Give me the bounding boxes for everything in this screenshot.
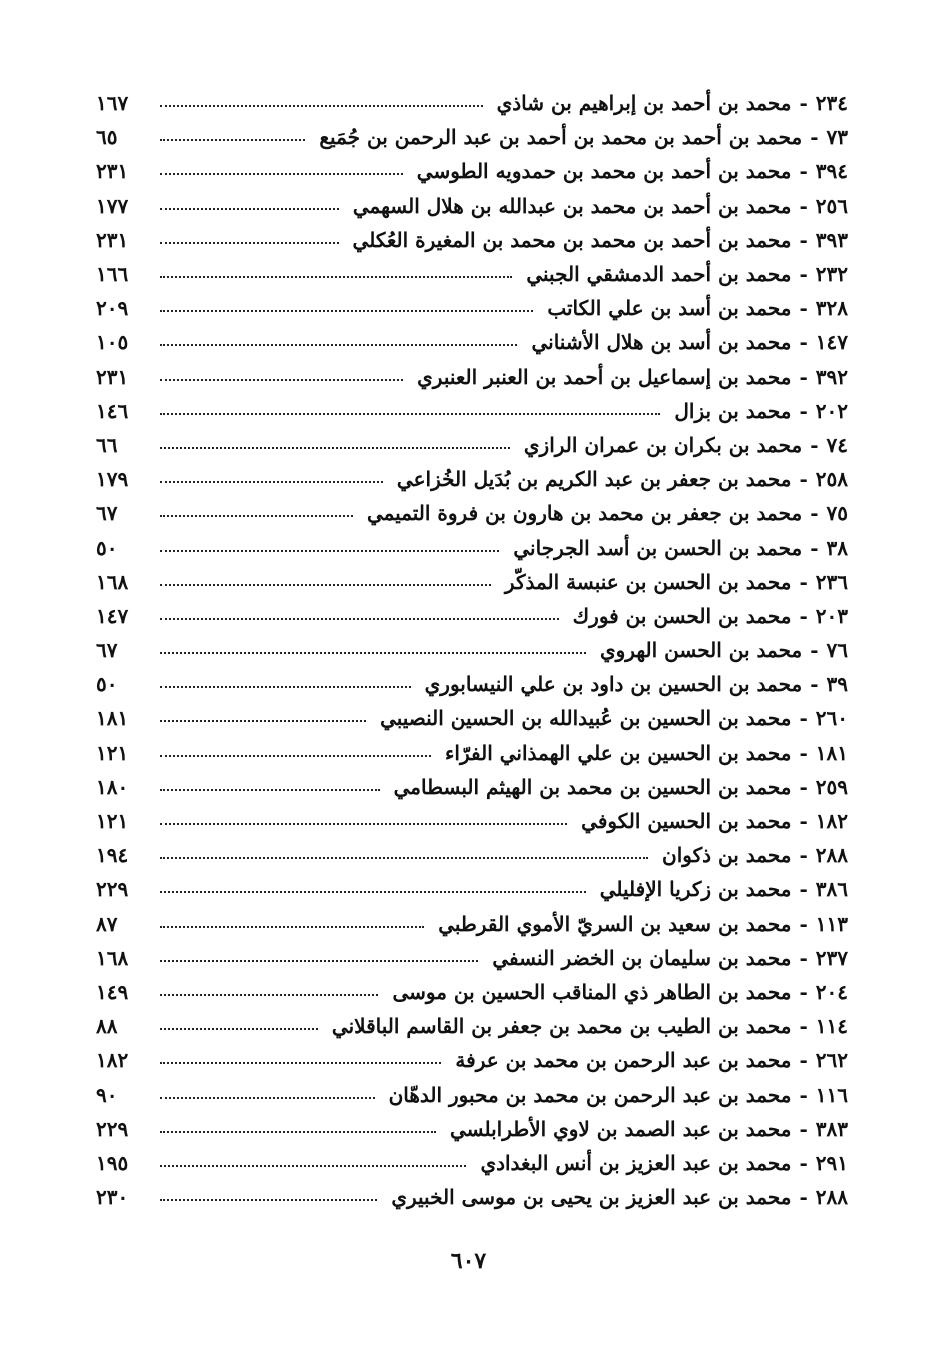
entry-name: محمد بن الحسين بن علي الهمذاني الفرّاء [445, 740, 792, 765]
entry-separator: - [799, 1185, 808, 1210]
entry-name: محمد بن الحسن بن عنبسة المذكّر [504, 569, 792, 594]
entry-separator: - [810, 638, 819, 663]
index-entry [96, 941, 848, 975]
entry-separator: - [799, 227, 808, 252]
entry-number: ٣٩٣ [815, 227, 848, 252]
entry-number: ٣٩ [826, 672, 848, 697]
dot-leader [160, 344, 517, 346]
dot-leader [160, 208, 339, 210]
entry-name: محمد بن عبد الرحمن بن محمد بن عرفة [455, 1048, 792, 1073]
entry-number: ٧٣ [826, 125, 848, 150]
entry-separator: - [799, 91, 808, 116]
dot-leader [160, 652, 586, 654]
index-entry [96, 565, 848, 599]
entry-separator: - [799, 979, 808, 1004]
dot-leader [160, 720, 366, 722]
dot-leader [160, 1062, 441, 1064]
dot-leader [160, 926, 424, 928]
entry-number: ٢٨٨ [815, 1185, 848, 1210]
dot-leader [160, 1199, 377, 1201]
index-entry [96, 701, 848, 735]
index-entry [96, 907, 848, 941]
index-entry [96, 1146, 848, 1180]
index-entry [96, 223, 848, 257]
entry-page: ١٩٤ [96, 843, 129, 868]
entry-separator: - [810, 501, 819, 526]
index-list [96, 86, 848, 1214]
index-entry [96, 1009, 848, 1043]
index-entry [96, 120, 848, 154]
index-entry [96, 770, 848, 804]
dot-leader [160, 481, 383, 483]
dot-leader [160, 686, 411, 688]
entry-number: ٢٦٠ [815, 706, 848, 731]
entry-name: محمد بن أحمد الدمشقي الجبني [526, 262, 792, 287]
entry-page: ١٠٥ [96, 330, 129, 355]
entry-name: محمد بن زكريا الإفليلي [599, 877, 792, 902]
index-entry [96, 189, 848, 223]
entry-number: ٢٦٢ [815, 1048, 848, 1073]
entry-page: ١٤٧ [96, 603, 129, 628]
entry-number: ١٤٧ [815, 330, 848, 355]
index-entry [96, 360, 848, 394]
entry-name: محمد بن ذكوان [662, 843, 792, 868]
dot-leader [160, 276, 512, 278]
index-entry [96, 428, 848, 462]
entry-page: ١٤٦ [96, 398, 129, 423]
dot-leader [160, 1028, 318, 1030]
entry-page: ١٦٦ [96, 262, 129, 287]
entry-name: محمد بن عبد العزيز بن يحيى بن موسى الخبيري [391, 1185, 792, 1210]
entry-page: ١٩٥ [96, 1150, 129, 1175]
entry-name: محمد بن الحسن بن فورك [572, 603, 792, 628]
entry-name: محمد بن الطاهر ذي المناقب الحسين بن موسى [392, 979, 792, 1004]
entry-separator: - [799, 809, 808, 834]
dot-leader [160, 413, 660, 415]
entry-page: ٦٧ [96, 501, 118, 526]
entry-name: محمد بن أحمد بن محمد بن حمدويه الطوسي [416, 159, 792, 184]
entry-number: ١١٦ [815, 1082, 848, 1107]
entry-separator: - [799, 603, 808, 628]
dot-leader [160, 105, 483, 107]
dot-leader [160, 1097, 375, 1099]
entry-name: محمد بن أسد بن علي الكاتب [547, 296, 792, 321]
entry-name: محمد بن إسماعيل بن أحمد بن العنبر العنبري [417, 364, 792, 389]
entry-number: ٢٥٨ [815, 467, 848, 492]
entry-page: ٦٧ [96, 638, 118, 663]
entry-page: ١٦٧ [96, 91, 129, 116]
index-entry [96, 154, 848, 188]
index-entry [96, 325, 848, 359]
dot-leader [160, 515, 353, 517]
entry-name: محمد بن جعفر بن محمد بن هارون بن فروة التميمي [366, 501, 803, 526]
entry-name: محمد بن الحسين بن محمد بن الهيثم البسطامي [393, 774, 792, 799]
index-entry [96, 804, 848, 838]
entry-separator: - [799, 364, 808, 389]
entry-page: ١٦٨ [96, 569, 129, 594]
entry-page: ١٨٠ [96, 774, 129, 799]
index-entry [96, 736, 848, 770]
entry-page: ٢٣١ [96, 364, 129, 389]
entry-separator: - [799, 706, 808, 731]
entry-number: ٧٥ [826, 501, 848, 526]
index-entry [96, 291, 848, 325]
entry-separator: - [799, 467, 808, 492]
entry-separator: - [799, 1116, 808, 1141]
entry-number: ٣٨٣ [815, 1116, 848, 1141]
entry-name: محمد بن أحمد بن محمد بن محمد بن المغيرة العُكلي [352, 227, 792, 252]
entry-separator: - [799, 1014, 808, 1039]
entry-number: ٣٨ [826, 535, 848, 560]
index-entry [96, 257, 848, 291]
entry-separator: - [799, 1082, 808, 1107]
entry-name: محمد بن الحسين بن عُبيدالله بن الحسين النصيبي [380, 706, 792, 731]
index-entry [96, 667, 848, 701]
entry-number: ٢٨٨ [815, 843, 848, 868]
entry-page: ٢٣١ [96, 159, 129, 184]
entry-separator: - [799, 193, 808, 218]
entry-name: محمد بن الطيب بن محمد بن جعفر بن القاسم الباقلاني [331, 1014, 792, 1039]
entry-separator: - [799, 740, 808, 765]
entry-name: محمد بن الحسين الكوفي [581, 809, 792, 834]
dot-leader [160, 310, 533, 312]
entry-separator: - [799, 398, 808, 423]
entry-separator: - [799, 1048, 808, 1073]
entry-number: ٢٠٤ [815, 979, 848, 1004]
index-entry [96, 86, 848, 120]
entry-page: ٢٠٩ [96, 296, 129, 321]
entry-page: ٨٧ [96, 911, 118, 936]
entry-page: ١٨١ [96, 706, 129, 731]
entry-separator: - [799, 159, 808, 184]
entry-separator: - [799, 1150, 808, 1175]
entry-page: ١٢١ [96, 740, 129, 765]
entry-name: محمد بن عبد الرحمن بن محمد بن محبور الدهّان [388, 1082, 792, 1107]
entry-page: ٢٣٠ [96, 1185, 129, 1210]
dot-leader [160, 242, 339, 244]
entry-name: محمد بن سعيد بن السريّ الأموي القرطبي [438, 911, 792, 936]
index-entry [96, 462, 848, 496]
dot-leader [160, 823, 567, 825]
entry-name: محمد بن عبد العزيز بن أنس البغدادي [480, 1150, 792, 1175]
entry-number: ٣٨٦ [815, 877, 848, 902]
index-entry [96, 1112, 848, 1146]
entry-number: ٢٥٩ [815, 774, 848, 799]
dot-leader [160, 1165, 466, 1167]
entry-number: ١١٤ [815, 1014, 848, 1039]
page-number: ٦٠٧ [450, 1248, 487, 1274]
entry-page: ١٨٢ [96, 1048, 129, 1073]
entry-page: ٨٨ [96, 1014, 118, 1039]
entry-number: ٢٣٢ [815, 262, 848, 287]
index-entry [96, 394, 848, 428]
entry-separator: - [799, 843, 808, 868]
entry-separator: - [810, 125, 819, 150]
entry-page: ٢٢٩ [96, 877, 129, 902]
index-entry [96, 872, 848, 906]
entry-page: ٩٠ [96, 1082, 118, 1107]
entry-page: ١٦٨ [96, 945, 129, 970]
index-entry [96, 1077, 848, 1111]
entry-number: ٢٩١ [815, 1150, 848, 1175]
entry-separator: - [810, 432, 819, 457]
entry-number: ١٨٢ [815, 809, 848, 834]
dot-leader [160, 891, 586, 893]
entry-separator: - [810, 672, 819, 697]
entry-name: محمد بن بكران بن عمران الرازي [523, 432, 803, 457]
index-entry [96, 975, 848, 1009]
entry-name: محمد بن أحمد بن محمد بن عبدالله بن هلال السهمي [352, 193, 792, 218]
dot-leader [160, 857, 648, 859]
entry-page: ١٧٩ [96, 467, 129, 492]
entry-number: ٢٠٢ [815, 398, 848, 423]
entry-separator: - [799, 330, 808, 355]
entry-number: ٧٦ [826, 638, 848, 663]
dot-leader [160, 1131, 436, 1133]
dot-leader [160, 994, 378, 996]
dot-leader [160, 173, 403, 175]
entry-name: محمد بن الحسين بن داود بن علي النيسابوري [424, 672, 803, 697]
index-entry [96, 1180, 848, 1214]
dot-leader [160, 379, 403, 381]
entry-page: ١٤٩ [96, 979, 129, 1004]
entry-name: محمد بن أسد بن هلال الأشناني [531, 330, 792, 355]
entry-separator: - [799, 877, 808, 902]
entry-separator: - [799, 774, 808, 799]
entry-name: محمد بن بزال [674, 398, 792, 423]
index-entry [96, 633, 848, 667]
dot-leader [160, 618, 559, 620]
entry-number: ٣٩٢ [815, 364, 848, 389]
entry-name: محمد بن الحسن الهروي [599, 638, 803, 663]
entry-separator: - [810, 535, 819, 560]
entry-separator: - [799, 911, 808, 936]
entry-name: محمد بن سليمان بن الخضر النسفي [492, 945, 792, 970]
index-entry [96, 838, 848, 872]
entry-name: محمد بن جعفر بن عبد الكريم بن بُدَيل الخُزاعي [396, 467, 792, 492]
entry-page: ١٧٧ [96, 193, 129, 218]
entry-number: ٢٥٦ [815, 193, 848, 218]
entry-number: ٢٣٧ [815, 945, 848, 970]
entry-page: ١٢١ [96, 809, 129, 834]
dot-leader [160, 550, 499, 552]
entry-separator: - [799, 296, 808, 321]
entry-separator: - [799, 569, 808, 594]
entry-number: ١٨١ [815, 740, 848, 765]
entry-name: محمد بن أحمد بن محمد بن أحمد بن عبد الرحمن بن جُمَيع [319, 125, 803, 150]
entry-number: ١١٣ [815, 911, 848, 936]
entry-page: ٦٦ [96, 432, 118, 457]
entry-name: محمد بن أحمد بن إبراهيم بن شاذي [496, 91, 792, 116]
dot-leader [160, 447, 510, 449]
entry-name: محمد بن الحسن بن أسد الجرجاني [513, 535, 803, 560]
index-entry [96, 530, 848, 564]
entry-number: ٢٣٦ [815, 569, 848, 594]
entry-number: ٣٩٤ [815, 159, 848, 184]
entry-number: ٢٠٣ [815, 603, 848, 628]
index-entry [96, 496, 848, 530]
dot-leader [160, 139, 305, 141]
entry-page: ٦٥ [96, 125, 118, 150]
entry-page: ٥٠ [96, 535, 118, 560]
entry-page: ٢٣١ [96, 227, 129, 252]
dot-leader [160, 584, 491, 586]
entry-page: ٢٢٩ [96, 1116, 129, 1141]
entry-number: ٢٣٤ [815, 91, 848, 116]
entry-number: ٣٢٨ [815, 296, 848, 321]
index-entry [96, 1043, 848, 1077]
dot-leader [160, 960, 478, 962]
entry-name: محمد بن عبد الصمد بن لاوي الأطرابلسي [449, 1116, 792, 1141]
entry-number: ٧٤ [826, 432, 848, 457]
dot-leader [160, 755, 431, 757]
entry-separator: - [799, 262, 808, 287]
entry-page: ٥٠ [96, 672, 118, 697]
entry-separator: - [799, 945, 808, 970]
dot-leader [160, 789, 380, 791]
index-entry [96, 599, 848, 633]
